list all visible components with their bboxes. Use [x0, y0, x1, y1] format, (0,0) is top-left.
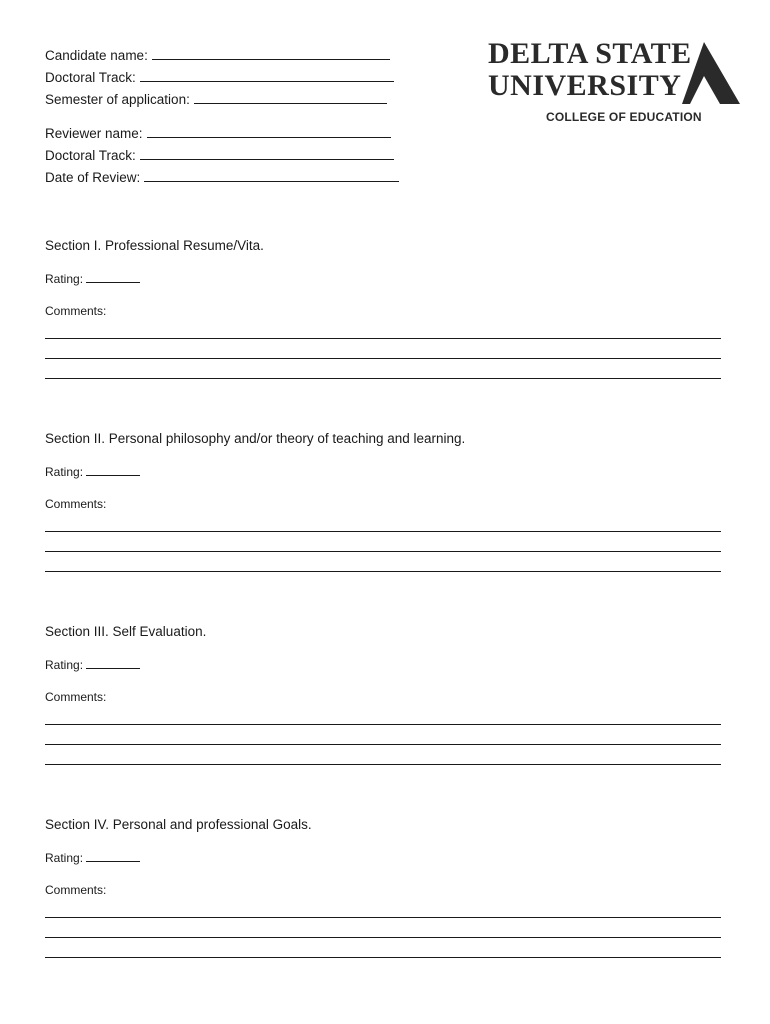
- rating-label: Rating:: [45, 851, 84, 865]
- section-title: Section I. Professional Resume/Vita.: [45, 238, 264, 253]
- comments-label: Comments:: [45, 690, 107, 704]
- comment-line[interactable]: [45, 571, 721, 572]
- rating-row: [45, 657, 140, 672]
- section-4: [45, 816, 721, 961]
- comments-label: Comments:: [45, 304, 107, 318]
- comments-label: Comments:: [45, 497, 107, 511]
- date-of-review-label: Date of Review:: [45, 170, 141, 185]
- comment-line[interactable]: [45, 724, 721, 725]
- comment-line[interactable]: [45, 551, 721, 552]
- reviewer-info-block: [45, 123, 399, 189]
- comments-label: Comments:: [45, 883, 107, 897]
- rating-field[interactable]: [86, 271, 140, 283]
- logo-college-of-education: COLLEGE OF EDUCATION: [546, 110, 702, 124]
- rating-row: [45, 464, 140, 479]
- candidate-name-row: [45, 45, 394, 67]
- candidate-name-label: Candidate name:: [45, 48, 148, 63]
- comment-line[interactable]: [45, 358, 721, 359]
- doctoral-track-row-1: [45, 67, 394, 89]
- rating-field[interactable]: [86, 657, 140, 669]
- rating-field[interactable]: [86, 464, 140, 476]
- reviewer-name-field[interactable]: [147, 123, 391, 138]
- doctoral-track-field-2[interactable]: [140, 145, 394, 160]
- doctoral-track-field-1[interactable]: [140, 67, 394, 82]
- comment-line[interactable]: [45, 917, 721, 918]
- comment-line[interactable]: [45, 744, 721, 745]
- comment-line[interactable]: [45, 764, 721, 765]
- doctoral-track-label-1: Doctoral Track:: [45, 70, 136, 85]
- rating-label: Rating:: [45, 465, 84, 479]
- doctoral-track-row-2: [45, 145, 399, 167]
- reviewer-name-row: [45, 123, 399, 145]
- candidate-info-block: [45, 45, 394, 111]
- section-1: [45, 237, 721, 382]
- rating-row: [45, 850, 140, 865]
- university-logo: [486, 38, 746, 130]
- logo-line-delta-state: DELTA STATE: [488, 37, 692, 70]
- doctoral-track-label-2: Doctoral Track:: [45, 148, 136, 163]
- rating-label: Rating:: [45, 272, 84, 286]
- comment-line[interactable]: [45, 378, 721, 379]
- comment-line[interactable]: [45, 957, 721, 958]
- date-of-review-row: [45, 167, 399, 189]
- reviewer-name-label: Reviewer name:: [45, 126, 143, 141]
- comment-line[interactable]: [45, 338, 721, 339]
- section-3: [45, 623, 721, 768]
- logo-line-university: UNIVERSITY: [488, 69, 682, 102]
- comment-line[interactable]: [45, 937, 721, 938]
- section-title: Section III. Self Evaluation.: [45, 624, 207, 639]
- rating-label: Rating:: [45, 658, 84, 672]
- rating-row: [45, 271, 140, 286]
- date-of-review-field[interactable]: [144, 167, 399, 182]
- section-title: Section II. Personal philosophy and/or theory of teaching and learning.: [45, 431, 466, 446]
- semester-row: [45, 89, 394, 111]
- section-2: [45, 430, 721, 575]
- section-title: Section IV. Personal and professional Goals.: [45, 817, 312, 832]
- candidate-name-field[interactable]: [152, 45, 390, 60]
- semester-field[interactable]: [194, 89, 387, 104]
- delta-triangle-icon: [682, 42, 740, 104]
- rating-field[interactable]: [86, 850, 140, 862]
- comment-line[interactable]: [45, 531, 721, 532]
- semester-label: Semester of application:: [45, 92, 190, 107]
